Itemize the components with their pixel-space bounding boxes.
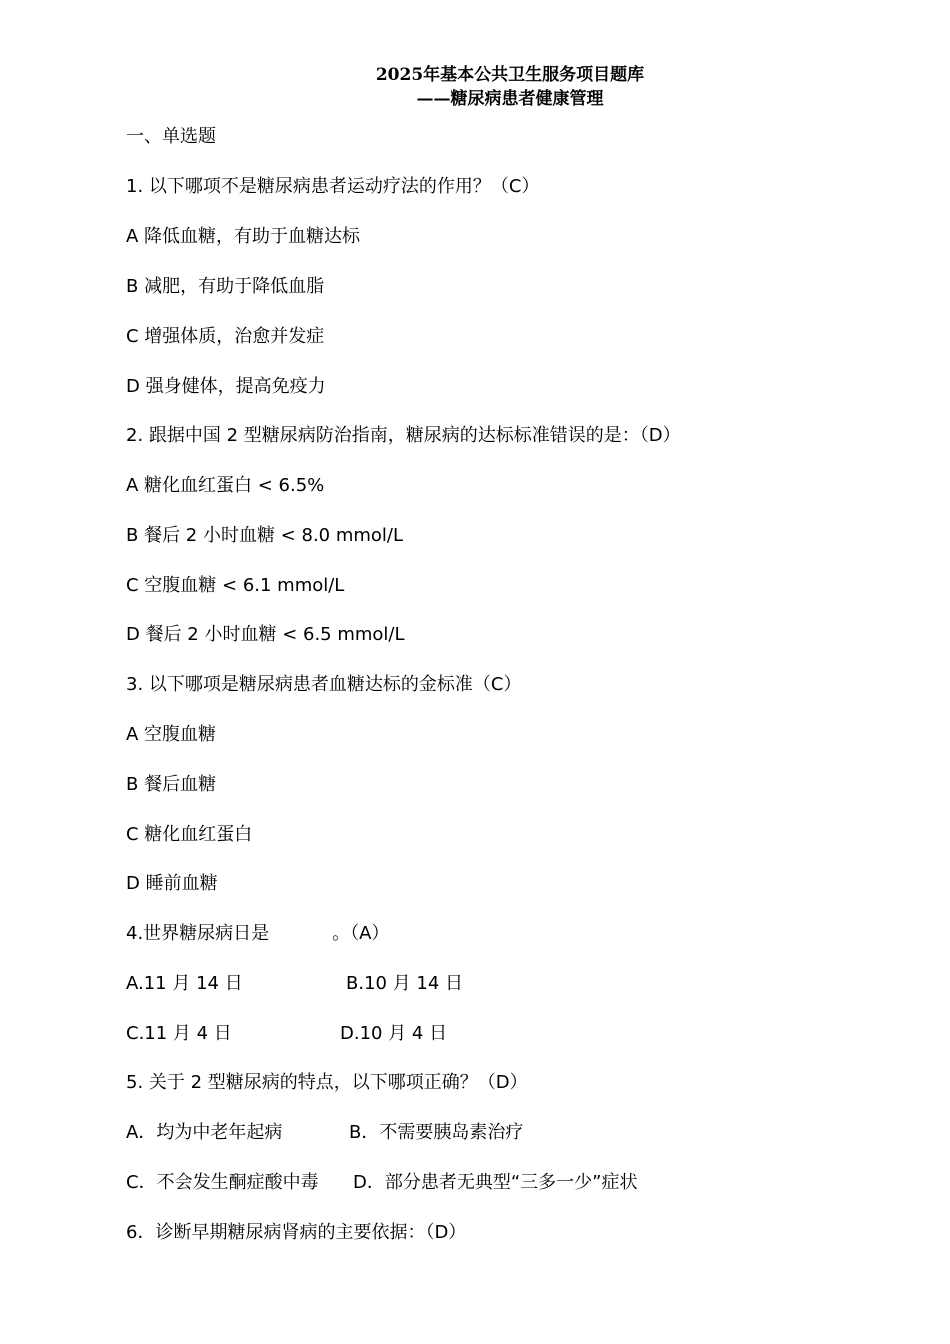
q1-option-a: A 降低血糖，有助于血糖达标: [126, 226, 361, 247]
q5-option-d: D．部分患者无典型“三多一少”症状: [353, 1172, 638, 1193]
section-heading: 一、单选题: [126, 126, 216, 147]
q4-option-c: C.11 月 4 日: [126, 1023, 232, 1044]
q1-option-d: D 强身健体，提高免疫力: [126, 376, 326, 397]
q1-option-b: B 减肥，有助于降低血脂: [126, 276, 325, 297]
q2-option-c: C 空腹血糖 < 6.1 mmol/L: [126, 575, 345, 596]
q4-option-b: B.10 月 14 日: [346, 973, 464, 994]
q3-option-b: B 餐后血糖: [126, 774, 217, 795]
q5-option-a: A．均为中老年起病: [126, 1122, 283, 1143]
q1-option-c: C 增强体质，治愈并发症: [126, 326, 325, 347]
question-6: 6．诊断早期糖尿病肾病的主要依据：（D）: [126, 1222, 467, 1243]
q4-option-a: A.11 月 14 日: [126, 973, 243, 994]
q4-option-d: D.10 月 4 日: [340, 1023, 448, 1044]
question-4: 4.世界糖尿病日是 。（A）: [126, 923, 390, 944]
q2-option-b: B 餐后 2 小时血糖 < 8.0 mmol/L: [126, 525, 404, 546]
q2-option-a: A 糖化血红蛋白 < 6.5%: [126, 475, 325, 496]
q3-option-d: D 睡前血糖: [126, 873, 218, 894]
document-title: 2025年基本公共卫生服务项目题库: [375, 65, 645, 85]
question-2: 2. 跟据中国 2 型糖尿病防治指南，糖尿病的达标标准错误的是：（D）: [126, 425, 681, 446]
q3-option-a: A 空腹血糖: [126, 724, 217, 745]
q3-option-c: C 糖化血红蛋白: [126, 824, 253, 845]
document-subtitle: ——糖尿病患者健康管理: [416, 89, 604, 109]
q2-option-d: D 餐后 2 小时血糖 < 6.5 mmol/L: [126, 624, 405, 645]
question-1: 1. 以下哪项不是糖尿病患者运动疗法的作用？（C）: [126, 176, 540, 197]
q5-option-c: C．不会发生酮症酸中毒: [126, 1172, 319, 1193]
q5-option-b: B．不需要胰岛素治疗: [349, 1122, 524, 1143]
question-3: 3. 以下哪项是糖尿病患者血糖达标的金标准（C）: [126, 674, 522, 695]
question-5: 5. 关于 2 型糖尿病的特点，以下哪项正确？（D）: [126, 1072, 528, 1093]
